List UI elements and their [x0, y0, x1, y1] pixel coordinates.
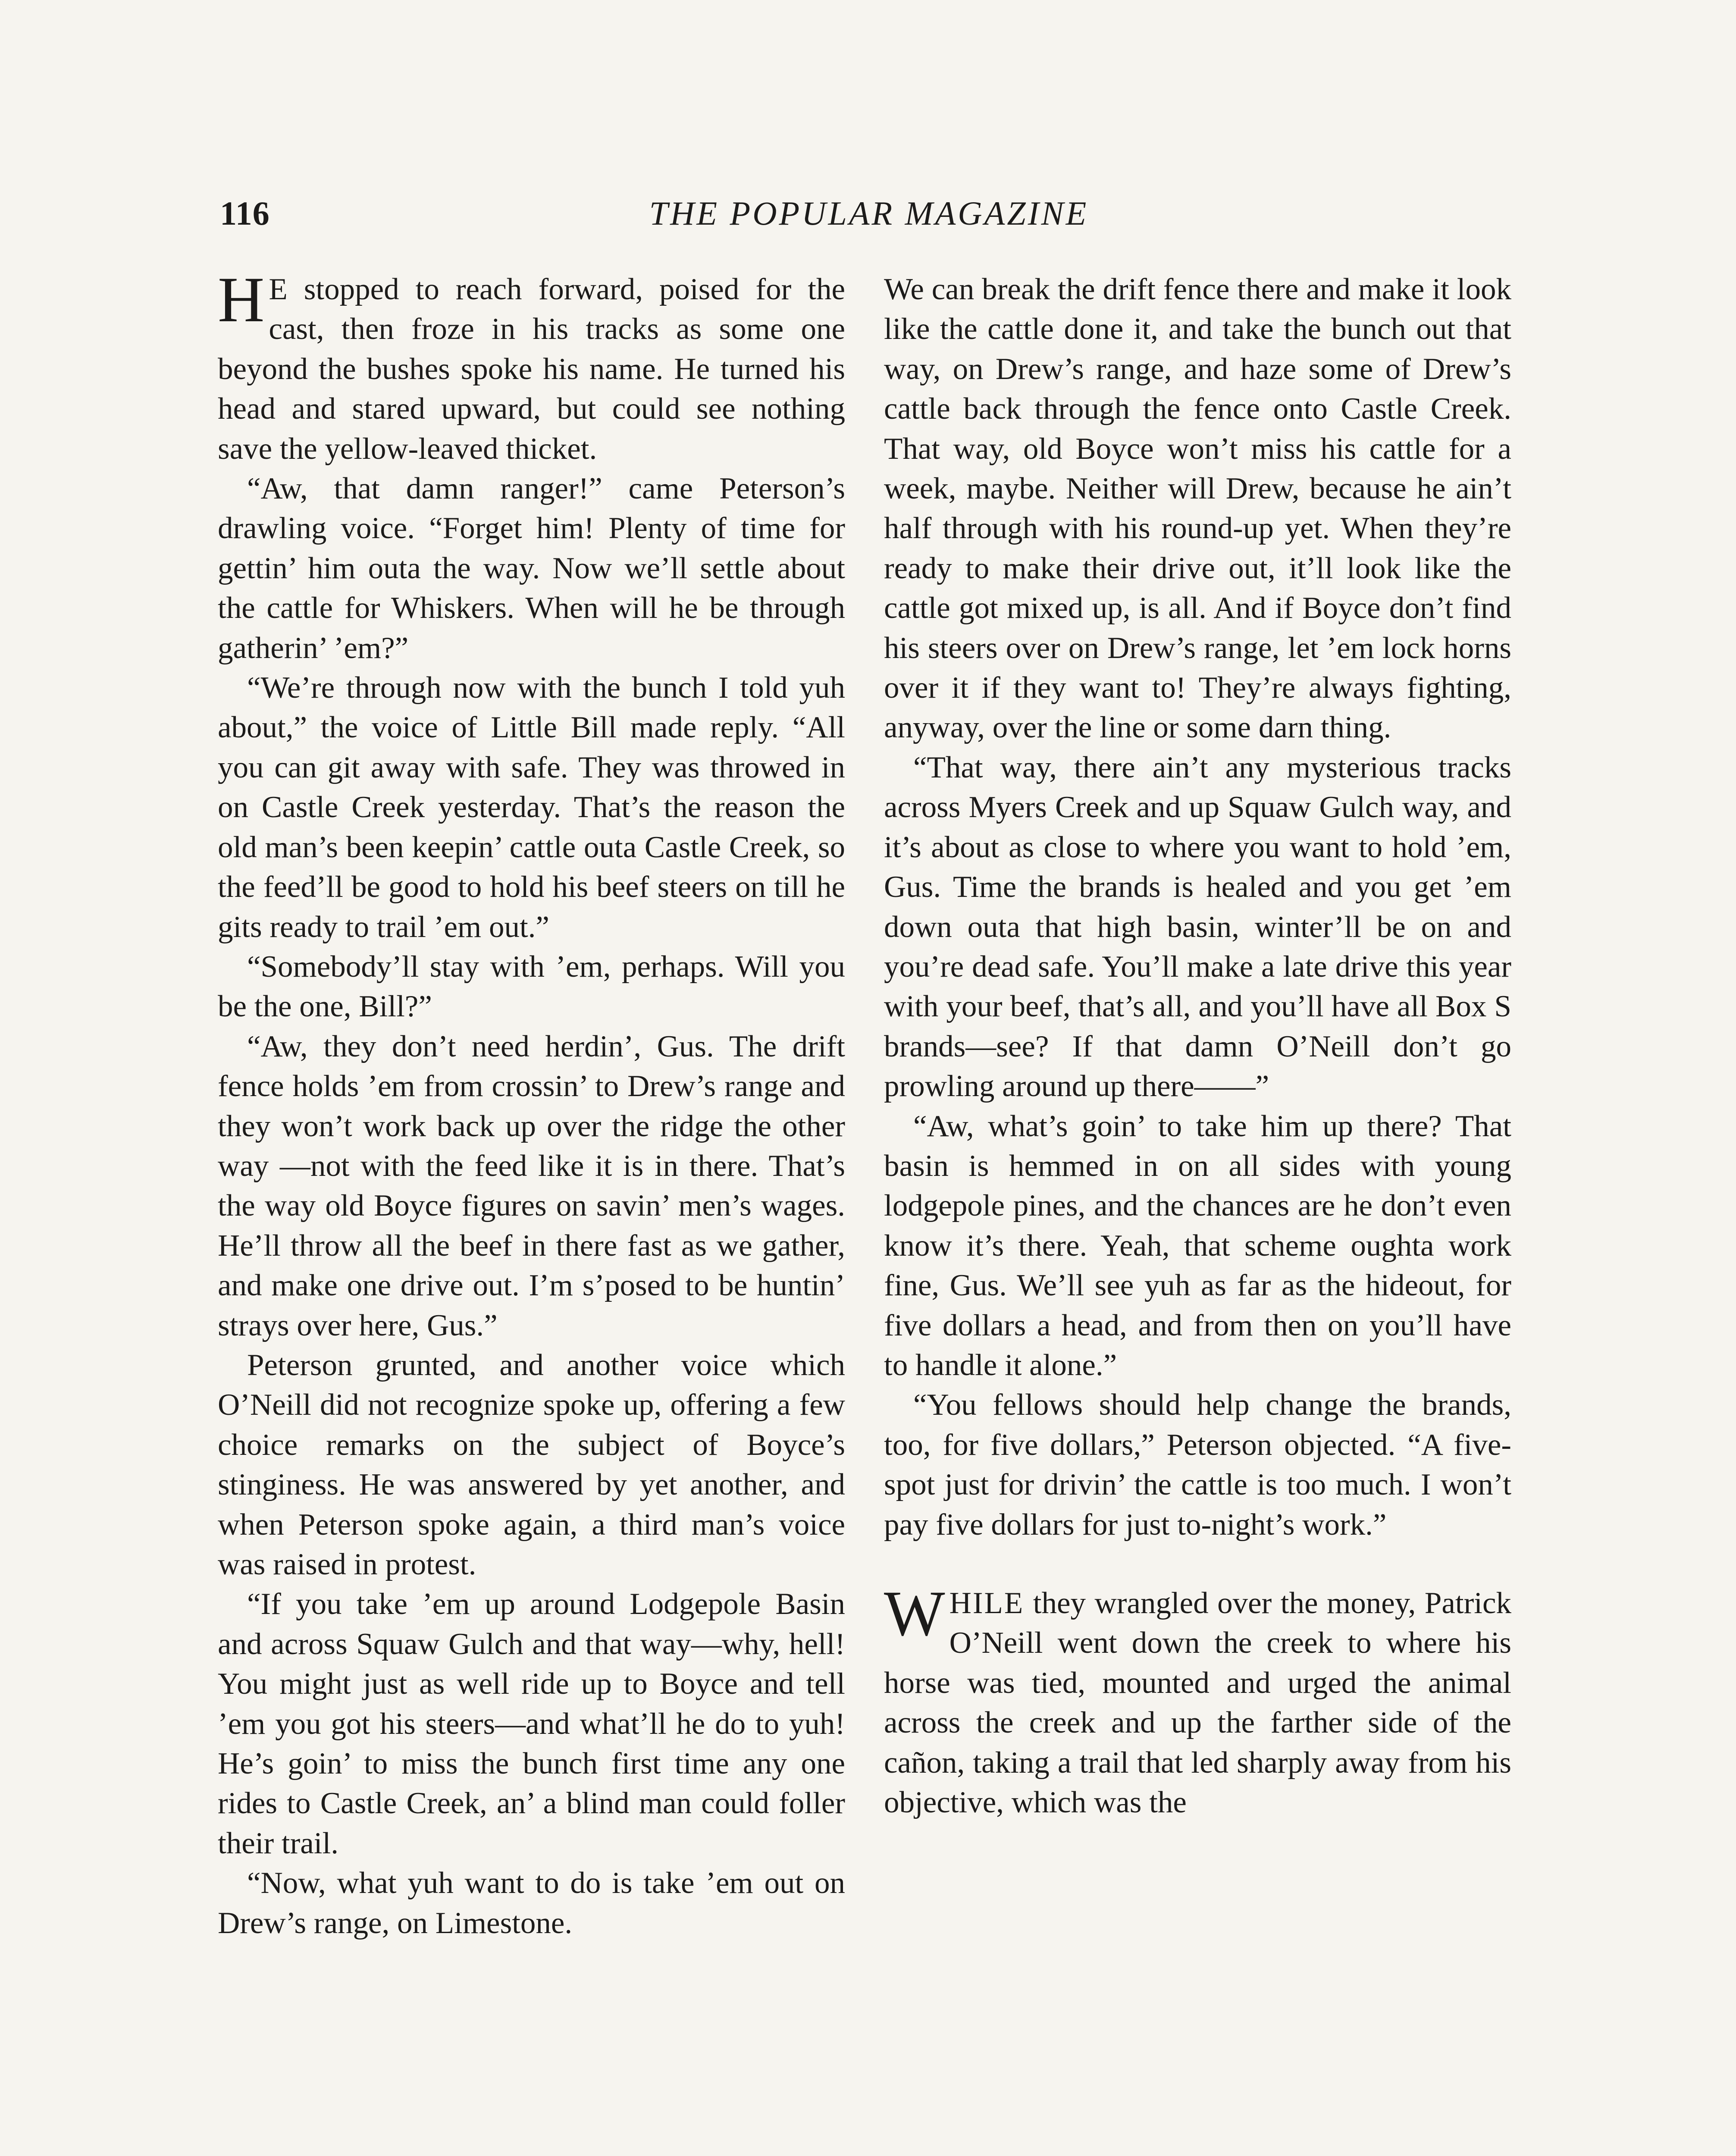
- paragraph: “Aw, that damn ranger!” came Peterson’s drawling voice. “Forget him! Plenty of time for gettin’ him outa the way. Now we’ll settle about the cattle for Whiskers. When will he be through gatherin’ ’em?”: [218, 472, 845, 665]
- drop-cap: W: [884, 1578, 945, 1649]
- paragraph: “Aw, what’s goin’ to take him up there? That basin is hemmed in on all sides with young lodgepole pines, and the chances are he don’t even know it’s there. Yeah, that scheme oughta work fine, Gus. We’ll see yuh as far as the hideout, for five dollars a head, and from then on you’ll have to handle it alone.”: [884, 1109, 1511, 1382]
- paragraph: Peterson grunted, and another voice which O’Neill did not recognize spoke up, offering a few choice remarks on the subject of Boyce’s stinginess. He was answered by yet another, and when Peterson spoke again, a third man’s voice was raised in protest.: [218, 1348, 845, 1581]
- drop-cap: H: [218, 264, 265, 335]
- page-header: [220, 194, 1518, 241]
- paragraph: We can break the drift fence there and make it look like the cattle done it, and take the bunch out that way, on Drew’s range, and haze some of Drew’s cattle back through the fence onto Castle Creek. That way, old Boyce won’t miss his cattle for a week, maybe. Neither will Drew, because he ain’t half through with his round-up yet. When they’re ready to make their drive out, it’ll look like the cattle got mixed up, is all. And if Boyce don’t find his steers over on Drew’s range, let ’em lock horns over it if they want to! They’re always fighting, anyway, over the line or some darn thing.: [884, 273, 1511, 745]
- paragraph: “We’re through now with the bunch I told yuh about,” the voice of Little Bill made reply. “All you can git away with safe. They was throwed in on Castle Creek yesterday. That’s the reason the old man’s been keepin’ cattle outa Castle Creek, so the feed’ll be good to hold his beef steers on till he gits ready to trail ’em out.”: [218, 671, 845, 944]
- section-paragraph: [884, 1578, 1511, 1822]
- paragraph: “That way, there ain’t any mysterious tracks across Myers Creek and up Squaw Gulch way, and it’s about as close to where you want to hold ’em, Gus. Time the brands is healed and you get ’em down outa that high basin, winter’ll be on and you’re dead safe. You’ll make a late drive this year with your beef, that’s all, and you’ll have all Box S brands—see? If that damn O’Neill don’t go prowling around up there——”: [884, 750, 1511, 1103]
- page-number: 116: [220, 194, 270, 232]
- paragraph: “If you take ’em up around Lodgepole Basin and across Squaw Gulch and that way—why, hell! You might just as well ride up to Boyce and tell ’em you got his steers—and what’ll he do to yuh! He’s goin’ to miss the bunch first time any one rides to Castle Creek, an’ a blind man could foller their trail.: [218, 1587, 845, 1860]
- paragraph: “Somebody’ll stay with ’em, perhaps. Will you be the one, Bill?”: [218, 950, 845, 1024]
- paragraph: “Now, what yuh want to do is take ’em out on Drew’s range, on Limestone.: [218, 1866, 845, 1940]
- paragraph: “You fellows should help change the brands, too, for five dollars,” Peterson objected. “A five-spot just for drivin’ the cattle is too much. I won’t pay five dollars for just to-night’s work.”: [884, 1388, 1511, 1542]
- running-title: THE POPULAR MAGAZINE: [649, 194, 1089, 232]
- paragraph-text: E stopped to reach forward, poised for the cast, then froze in his tracks as some one beyond the bushes spoke his name. He turned his head and stared upward, but could see nothing save the yellow-leaved thicket.: [218, 273, 845, 466]
- right-column: [884, 270, 1511, 1822]
- small-caps-lead: HILE: [949, 1586, 1025, 1620]
- paragraph-text: they wrangled over the money, Patrick O’Neill went down the creek to where his horse was tied, mounted and urged the animal across the creek and up the farther side of the cañon, taking a trail that led sharply away from his objective, which was the: [884, 1586, 1511, 1820]
- paragraph: “Aw, they don’t need herdin’, Gus. The drift fence holds ’em from crossin’ to Drew’s range and they won’t work back up over the ridge the other way —not with the feed like it is in there. That’s the way old Boyce figures on savin’ men’s wages. He’ll throw all the beef in there fast as we gather, and make one drive out. I’m s’posed to be huntin’ strays over here, Gus.”: [218, 1029, 845, 1342]
- paragraph: [218, 264, 845, 469]
- left-column: [218, 264, 845, 1943]
